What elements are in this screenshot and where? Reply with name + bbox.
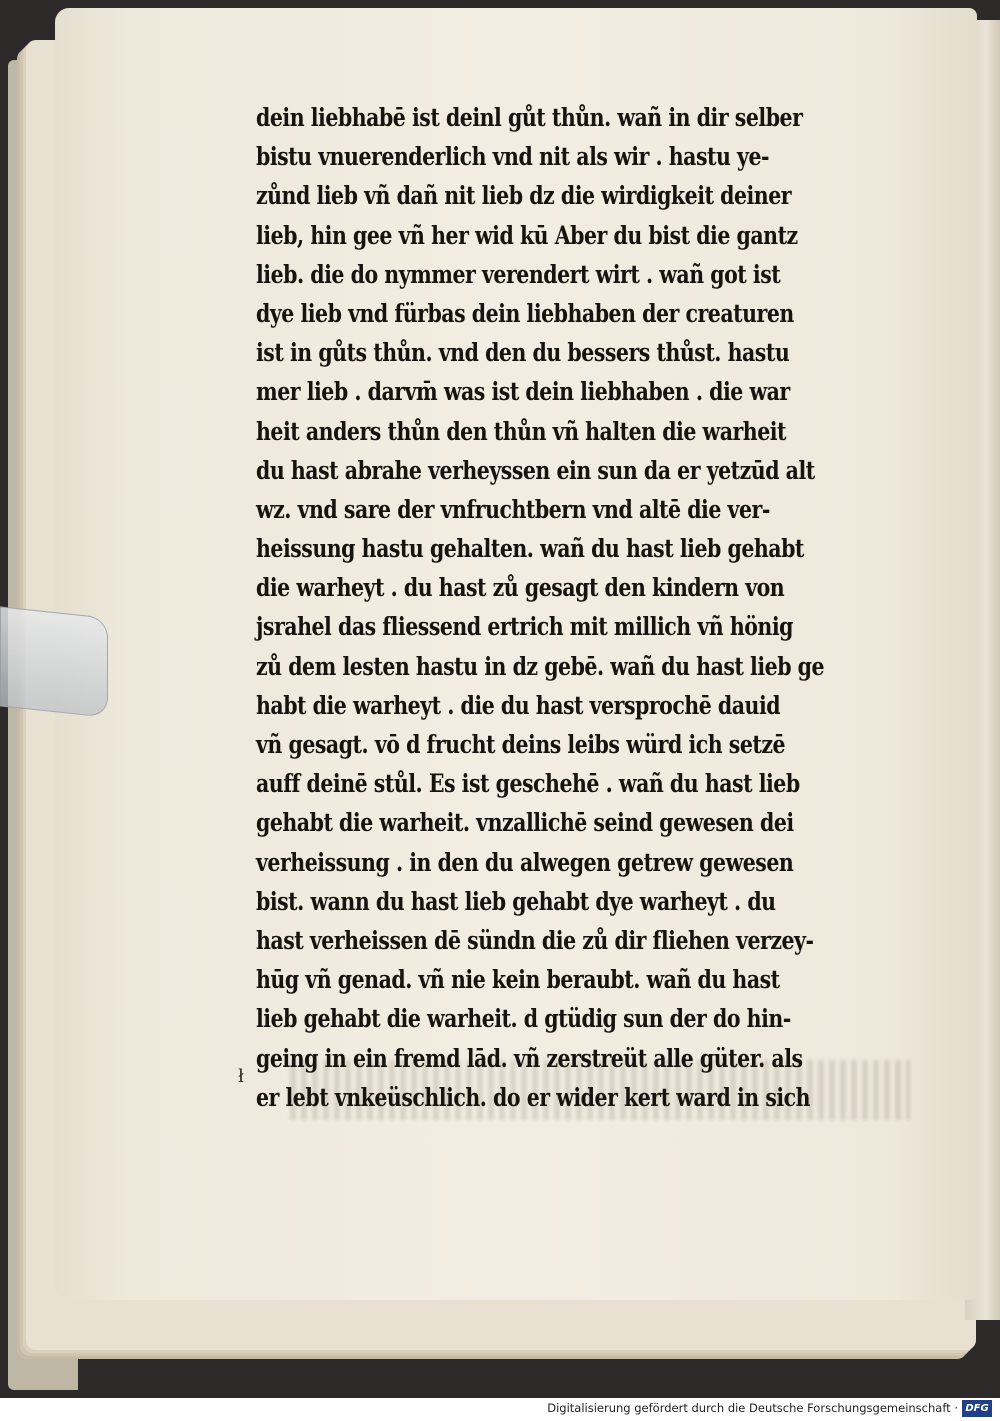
text-line: lieb. die do nymmer verendert wirt . wañ got ist (256, 259, 781, 289)
text-line: dye lieb vnd fürbas dein liebhaben der creaturen (256, 298, 794, 328)
text-line: verheissung . in den du alwegen getrew gewesen (256, 847, 794, 877)
page-clip (0, 606, 108, 717)
dfg-credit-text: Digitalisierung gefördert durch die Deutsche Forschungsgemeinschaft · (547, 1401, 958, 1415)
text-line: ist in gůts thůn. vnd den du bessers thůst. hastu (256, 338, 790, 368)
text-line: jsrahel das fliessend ertrich mit millich vñ hönig (256, 612, 793, 642)
text-line: heissung hastu gehalten. wañ du hast lieb gehabt (256, 534, 804, 564)
text-line: dein liebhabē ist deinl gůt thůn. wañ in dir selber (256, 103, 803, 132)
footer-bar (0, 1398, 1000, 1421)
text-line: gehabt die warheit. vnzallichē seind gewesen dei (256, 808, 794, 838)
text-line: auff deinē stůl. Es ist geschehē . wañ du hast lieb (256, 769, 800, 799)
text-line: hast verheissen dē sündn die zů dir fliehen verzey- (256, 925, 814, 955)
text-line: lieb, hin gee vñ her wid kū Aber du bist die gantz (256, 220, 798, 250)
text-line: hūg vñ genad. vñ nie kein beraubt. wañ du hast (256, 965, 780, 995)
text-line: du hast abrahe verheyssen ein sun da er yetzūd alt (256, 455, 815, 485)
text-line: bistu vnuerenderlich vnd nit als wir . hastu ye- (256, 142, 770, 172)
text-line: zů dem lesten hastu in dz gebē. wañ du hast lieb ge (256, 651, 825, 681)
margin-mark: ł (238, 1066, 244, 1087)
text-line: zůnd lieb vñ dañ nit lieb dz die wirdigkeit deiner (256, 181, 792, 211)
text-block (256, 98, 916, 1117)
text-line: habt die warheyt . die du hast versprochē dauid (256, 690, 781, 720)
text-line: die warheyt . du hast zů gesagt den kindern von (256, 573, 785, 603)
text-line: lieb gehabt die warheit. d gtüdig sun der do hin- (256, 1004, 791, 1034)
dfg-logo: DFG (962, 1400, 992, 1417)
text-line: mer lieb . darvm̄ was ist dein liebhaben . die war (256, 377, 790, 407)
text-line: geing in ein fremd lād. vñ zerstreüt alle güter. als (256, 1043, 803, 1073)
text-line: wz. vnd sare der vnfruchtbern vnd altē die ver- (256, 494, 770, 524)
text-line: er lebt vnkeüschlich. do er wider kert ward in sich (256, 1082, 811, 1112)
text-line: bist. wann du hast lieb gehabt dye warheyt . du (256, 886, 776, 916)
text-line: heit anders thůn den thůn vñ halten die warheit (256, 416, 787, 446)
text-line: vñ gesagt. vō d frucht deins leibs würd ich setzē (256, 730, 786, 759)
